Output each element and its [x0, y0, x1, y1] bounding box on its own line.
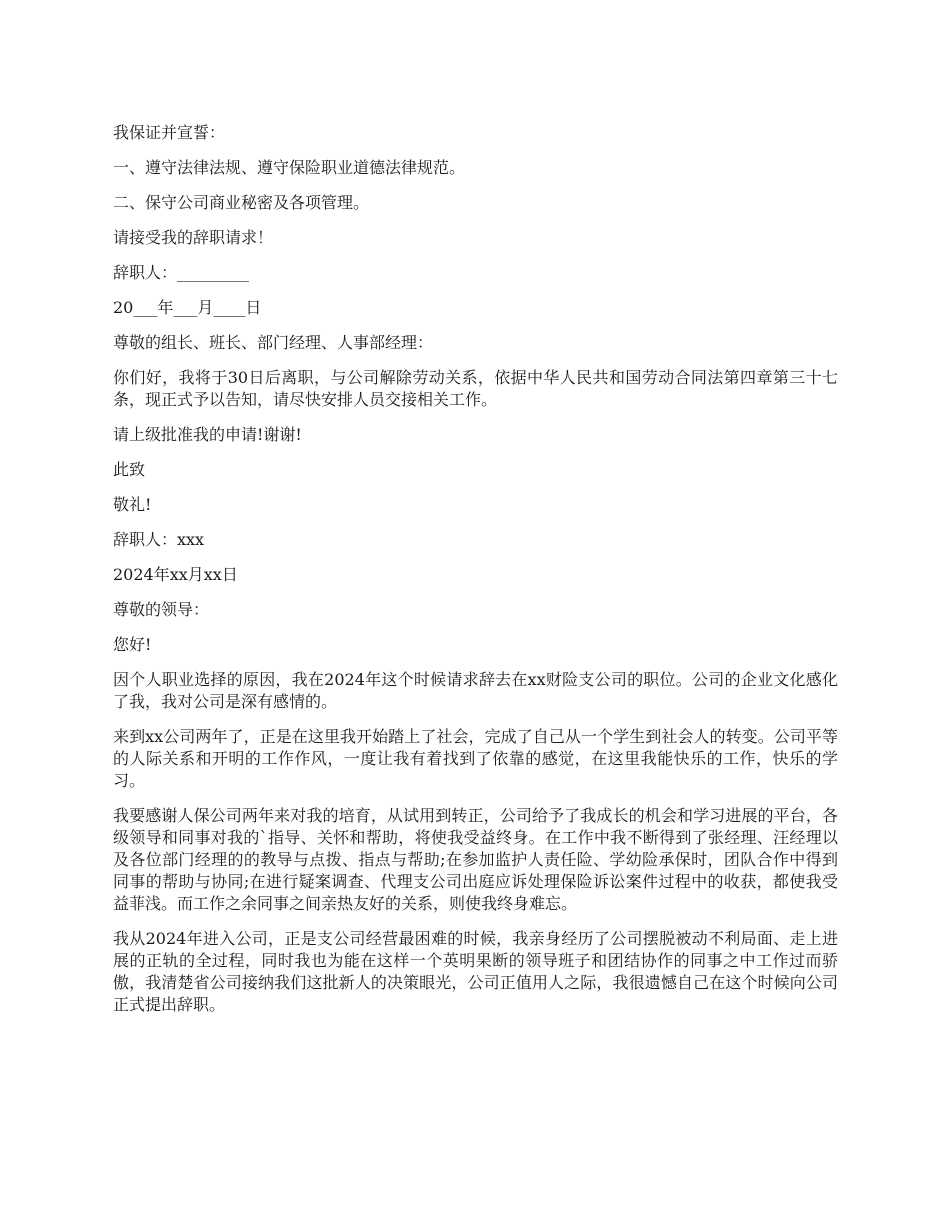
paragraph: 辞职人：_________: [113, 263, 250, 282]
paragraph: 2024年xx月xx日: [113, 565, 238, 584]
paragraph: 20___年___月____日: [113, 298, 262, 317]
paragraph: 我保证并宣誓：: [113, 123, 226, 142]
paragraph: 二、保守公司商业秘密及各项管理。: [113, 193, 370, 212]
paragraph: 我要感谢人保公司两年来对我的培育，从试用到转正，公司给予了我成长的机会和学习进展的平台，各级领导和同事对我的`指导、关怀和帮助，将使我受益终身。在工作中我不断得到了张经理、汪经理以及各位部门经理的的教导与点拨、指点与帮助;在参加监护人责任险、学幼险承保时，团队合作中得到同事的帮助与协同;在进行疑案调查、代理支公司出庭应诉处理保险诉讼案件过程中的收获，都使我受益菲浅。而工作之余同事之间亲热友好的关系，则使我终身难忘。: [113, 806, 838, 913]
paragraph: 辞职人：xxx: [113, 530, 205, 549]
paragraph: 一、遵守法律法规、遵守保险职业道德法律规范。: [113, 158, 466, 177]
paragraph: 请上级批准我的申请!谢谢!: [113, 425, 302, 444]
paragraph: 尊敬的领导：: [113, 600, 210, 619]
paragraph: 尊敬的组长、班长、部门经理、人事部经理：: [113, 333, 434, 352]
paragraph: 因个人职业选择的原因，我在2024年这个时候请求辞去在xx财险支公司的职位。公司的企业文化感化了我，我对公司是深有感情的。: [113, 670, 838, 711]
document-body: [113, 122, 838, 1029]
paragraph: 您好!: [113, 635, 152, 654]
paragraph: 敬礼!: [113, 495, 152, 514]
paragraph: 你们好，我将于30日后离职，与公司解除劳动关系，依据中华人民共和国劳动合同法第四章第三十七条，现正式予以告知，请尽快安排人员交接相关工作。: [113, 368, 838, 409]
paragraph: 我从2024年进入公司，正是支公司经营最困难的时候，我亲身经历了公司摆脱被动不利局面、走上进展的正轨的全过程，同时我也为能在这样一个英明果断的领导班子和团结协作的同事之中工作过而骄傲，我清楚省公司接纳我们这批新人的决策眼光，公司正值用人之际，我很遗憾自己在这个时候向公司正式提出辞职。: [113, 929, 838, 1014]
paragraph: 请接受我的辞职请求！: [113, 228, 274, 247]
paragraph: 此致: [113, 460, 146, 479]
paragraph: 来到xx公司两年了，正是在这里我开始踏上了社会，完成了自己从一个学生到社会人的转变。公司平等的人际关系和开明的工作作风，一度让我有着找到了依靠的感觉，在这里我能快乐的工作，快乐的学习。: [113, 727, 838, 790]
